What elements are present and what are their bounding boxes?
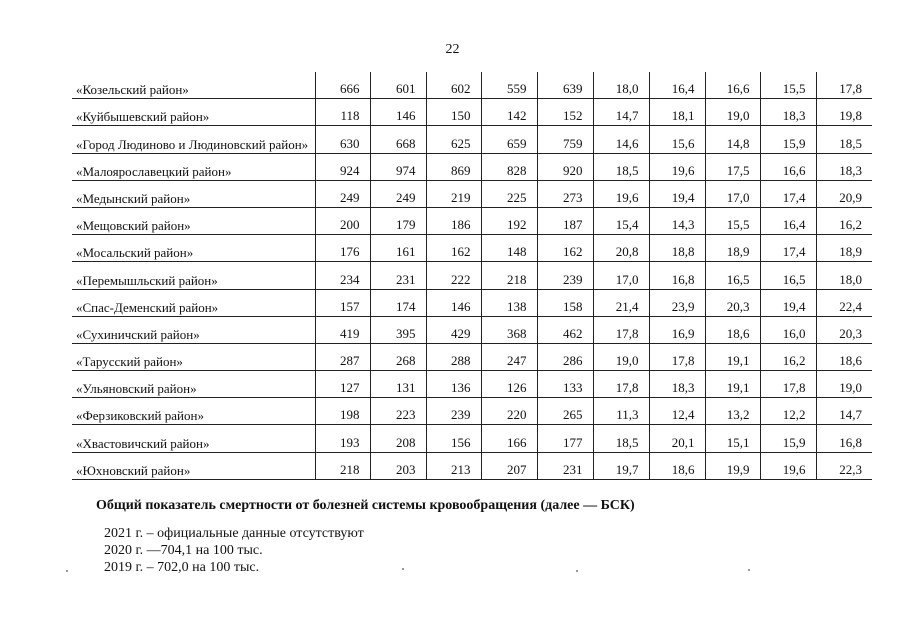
value-cell: 18,9 (705, 235, 760, 262)
value-cell: 601 (370, 72, 426, 99)
value-cell: 15,5 (705, 207, 760, 234)
mortality-line-2021: 2021 г. – официальные данные отсутствуют (104, 526, 364, 541)
value-cell: 150 (426, 99, 481, 126)
value-cell: 19,0 (593, 343, 649, 370)
value-cell: 639 (537, 72, 593, 99)
value-cell: 133 (537, 371, 593, 398)
value-cell: 659 (481, 126, 537, 153)
value-cell: 158 (537, 289, 593, 316)
value-cell: 142 (481, 99, 537, 126)
value-cell: 166 (481, 425, 537, 452)
value-cell: 17,4 (760, 235, 816, 262)
value-cell: 16,0 (760, 316, 816, 343)
table-row (72, 343, 872, 370)
value-cell: 287 (315, 343, 370, 370)
district-name: «Куйбышевский район» (72, 99, 315, 126)
value-cell: 11,3 (593, 398, 649, 425)
table-row (72, 72, 872, 99)
value-cell: 268 (370, 343, 426, 370)
value-cell: 231 (370, 262, 426, 289)
value-cell: 187 (537, 207, 593, 234)
value-cell: 18,9 (816, 235, 872, 262)
value-cell: 14,3 (649, 207, 705, 234)
value-cell: 19,4 (760, 289, 816, 316)
value-cell: 247 (481, 343, 537, 370)
value-cell: 219 (426, 180, 481, 207)
district-name: «Мосальский район» (72, 235, 315, 262)
table-row (72, 207, 872, 234)
value-cell: 18,3 (816, 153, 872, 180)
value-cell: 18,0 (593, 72, 649, 99)
value-cell: 368 (481, 316, 537, 343)
mortality-line-2019: 2019 г. – 702,0 на 100 тыс. (104, 560, 260, 575)
value-cell: 920 (537, 153, 593, 180)
table-row (72, 371, 872, 398)
value-cell: 19,4 (649, 180, 705, 207)
table-row (72, 398, 872, 425)
value-cell: 249 (370, 180, 426, 207)
value-cell: 162 (426, 235, 481, 262)
value-cell: 17,4 (760, 180, 816, 207)
value-cell: 18,0 (816, 262, 872, 289)
mortality-table (72, 72, 872, 480)
value-cell: 19,1 (705, 343, 760, 370)
value-cell: 18,5 (816, 126, 872, 153)
value-cell: 136 (426, 371, 481, 398)
value-cell: 20,8 (593, 235, 649, 262)
value-cell: 759 (537, 126, 593, 153)
value-cell: 239 (537, 262, 593, 289)
value-cell: 15,1 (705, 425, 760, 452)
value-cell: 203 (370, 452, 426, 479)
value-cell: 22,3 (816, 452, 872, 479)
scan-speck (66, 570, 68, 572)
value-cell: 18,6 (816, 343, 872, 370)
value-cell: 20,1 (649, 425, 705, 452)
value-cell: 462 (537, 316, 593, 343)
value-cell: 231 (537, 452, 593, 479)
table-row (72, 289, 872, 316)
value-cell: 16,8 (816, 425, 872, 452)
value-cell: 19,6 (760, 452, 816, 479)
value-cell: 179 (370, 207, 426, 234)
district-name: «Сухиничский район» (72, 316, 315, 343)
value-cell: 23,9 (649, 289, 705, 316)
value-cell: 17,8 (816, 72, 872, 99)
value-cell: 602 (426, 72, 481, 99)
value-cell: 118 (315, 99, 370, 126)
page-number: 22 (445, 42, 460, 57)
value-cell: 12,4 (649, 398, 705, 425)
value-cell: 208 (370, 425, 426, 452)
value-cell: 186 (426, 207, 481, 234)
value-cell: 225 (481, 180, 537, 207)
value-cell: 16,5 (705, 262, 760, 289)
district-name: «Спас-Деменский район» (72, 289, 315, 316)
value-cell: 15,6 (649, 126, 705, 153)
value-cell: 869 (426, 153, 481, 180)
value-cell: 249 (315, 180, 370, 207)
value-cell: 18,5 (593, 425, 649, 452)
scan-speck (576, 570, 578, 572)
value-cell: 21,4 (593, 289, 649, 316)
value-cell: 16,4 (649, 72, 705, 99)
district-name: «Козельский район» (72, 72, 315, 99)
value-cell: 429 (426, 316, 481, 343)
value-cell: 177 (537, 425, 593, 452)
value-cell: 974 (370, 153, 426, 180)
value-cell: 17,0 (705, 180, 760, 207)
value-cell: 19,6 (593, 180, 649, 207)
value-cell: 16,2 (760, 343, 816, 370)
value-cell: 19,6 (649, 153, 705, 180)
district-name: «Перемышльский район» (72, 262, 315, 289)
table-row (72, 153, 872, 180)
value-cell: 18,5 (593, 153, 649, 180)
value-cell: 15,9 (760, 126, 816, 153)
value-cell: 16,4 (760, 207, 816, 234)
value-cell: 19,7 (593, 452, 649, 479)
district-name: «Медынский район» (72, 180, 315, 207)
value-cell: 18,1 (649, 99, 705, 126)
value-cell: 157 (315, 289, 370, 316)
value-cell: 668 (370, 126, 426, 153)
value-cell: 630 (315, 126, 370, 153)
value-cell: 17,8 (649, 343, 705, 370)
scan-speck (748, 569, 750, 571)
value-cell: 666 (315, 72, 370, 99)
value-cell: 19,8 (816, 99, 872, 126)
value-cell: 17,8 (593, 316, 649, 343)
value-cell: 176 (315, 235, 370, 262)
table-body (72, 72, 872, 479)
value-cell: 174 (370, 289, 426, 316)
value-cell: 17,5 (705, 153, 760, 180)
value-cell: 16,6 (760, 153, 816, 180)
value-cell: 395 (370, 316, 426, 343)
value-cell: 16,5 (760, 262, 816, 289)
value-cell: 288 (426, 343, 481, 370)
value-cell: 239 (426, 398, 481, 425)
district-name: «Ферзиковский район» (72, 398, 315, 425)
value-cell: 18,6 (649, 452, 705, 479)
value-cell: 22,4 (816, 289, 872, 316)
value-cell: 20,3 (705, 289, 760, 316)
value-cell: 146 (370, 99, 426, 126)
district-name: «Мещовский район» (72, 207, 315, 234)
table-row (72, 262, 872, 289)
value-cell: 161 (370, 235, 426, 262)
district-name: «Город Людиново и Людиновский район» (72, 126, 315, 153)
value-cell: 131 (370, 371, 426, 398)
value-cell: 924 (315, 153, 370, 180)
value-cell: 18,3 (760, 99, 816, 126)
value-cell: 265 (537, 398, 593, 425)
value-cell: 559 (481, 72, 537, 99)
district-name: «Малоярославецкий район» (72, 153, 315, 180)
value-cell: 828 (481, 153, 537, 180)
value-cell: 138 (481, 289, 537, 316)
table-row (72, 235, 872, 262)
value-cell: 18,8 (649, 235, 705, 262)
district-name: «Тарусский район» (72, 343, 315, 370)
value-cell: 218 (315, 452, 370, 479)
district-name: «Ульяновский район» (72, 371, 315, 398)
value-cell: 16,2 (816, 207, 872, 234)
value-cell: 198 (315, 398, 370, 425)
value-cell: 20,9 (816, 180, 872, 207)
table-row (72, 452, 872, 479)
mortality-lines (104, 525, 364, 576)
value-cell: 16,9 (649, 316, 705, 343)
value-cell: 15,5 (760, 72, 816, 99)
value-cell: 200 (315, 207, 370, 234)
value-cell: 12,2 (760, 398, 816, 425)
value-cell: 223 (370, 398, 426, 425)
value-cell: 19,9 (705, 452, 760, 479)
value-cell: 126 (481, 371, 537, 398)
value-cell: 127 (315, 371, 370, 398)
table-row (72, 316, 872, 343)
mortality-line-2020: 2020 г. —704,1 на 100 тыс. (104, 543, 263, 558)
value-cell: 234 (315, 262, 370, 289)
value-cell: 19,0 (816, 371, 872, 398)
value-cell: 17,8 (760, 371, 816, 398)
value-cell: 14,8 (705, 126, 760, 153)
value-cell: 222 (426, 262, 481, 289)
value-cell: 14,7 (816, 398, 872, 425)
value-cell: 16,6 (705, 72, 760, 99)
value-cell: 146 (426, 289, 481, 316)
value-cell: 20,3 (816, 316, 872, 343)
value-cell: 207 (481, 452, 537, 479)
value-cell: 286 (537, 343, 593, 370)
value-cell: 213 (426, 452, 481, 479)
value-cell: 162 (537, 235, 593, 262)
value-cell: 17,8 (593, 371, 649, 398)
value-cell: 156 (426, 425, 481, 452)
value-cell: 273 (537, 180, 593, 207)
value-cell: 17,0 (593, 262, 649, 289)
value-cell: 14,6 (593, 126, 649, 153)
value-cell: 419 (315, 316, 370, 343)
value-cell: 16,8 (649, 262, 705, 289)
table-row (72, 425, 872, 452)
district-name: «Хвастовичский район» (72, 425, 315, 452)
value-cell: 19,1 (705, 371, 760, 398)
table-row (72, 180, 872, 207)
table-row (72, 99, 872, 126)
section-heading: Общий показатель смертности от болезней системы кровообращения (далее — БСК) (96, 498, 635, 513)
value-cell: 18,6 (705, 316, 760, 343)
value-cell: 14,7 (593, 99, 649, 126)
value-cell: 18,3 (649, 371, 705, 398)
value-cell: 13,2 (705, 398, 760, 425)
value-cell: 19,0 (705, 99, 760, 126)
value-cell: 15,9 (760, 425, 816, 452)
scan-speck (402, 568, 404, 570)
table-row (72, 126, 872, 153)
value-cell: 218 (481, 262, 537, 289)
value-cell: 148 (481, 235, 537, 262)
value-cell: 15,4 (593, 207, 649, 234)
value-cell: 152 (537, 99, 593, 126)
value-cell: 192 (481, 207, 537, 234)
value-cell: 625 (426, 126, 481, 153)
district-name: «Юхновский район» (72, 452, 315, 479)
value-cell: 220 (481, 398, 537, 425)
value-cell: 193 (315, 425, 370, 452)
